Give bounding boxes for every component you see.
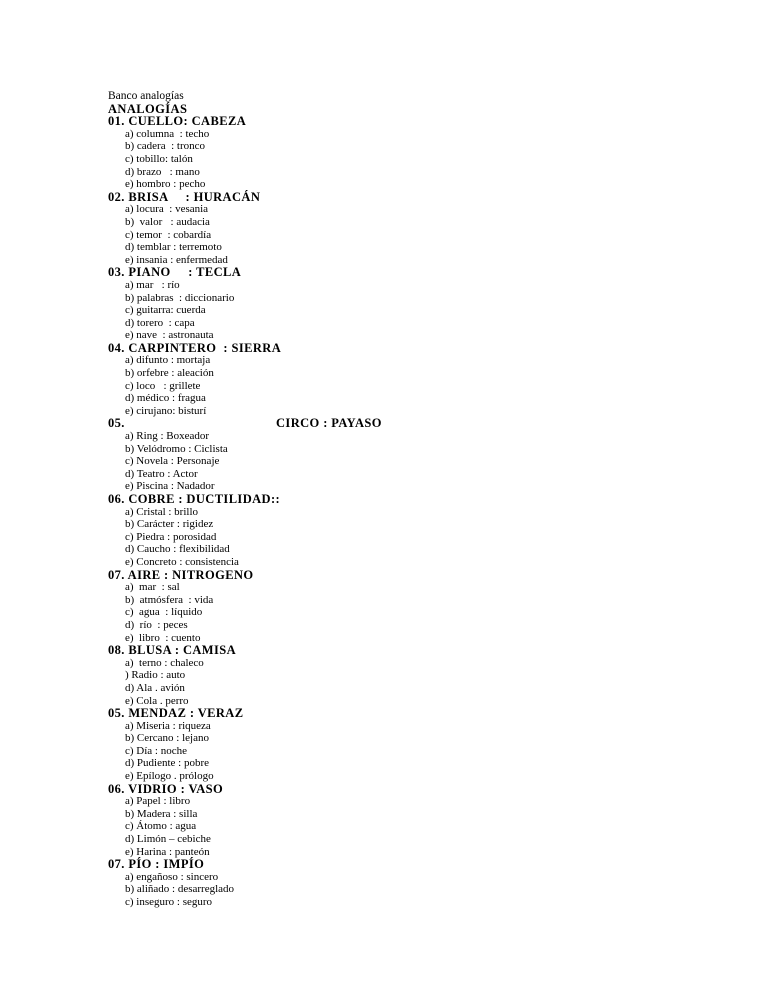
question-number-and-pair: 03. PIANO : TECLA xyxy=(108,265,242,280)
answer-option: a) Miseria : riqueza xyxy=(125,719,211,732)
question-list xyxy=(108,115,728,908)
answer-option: c) Día : noche xyxy=(125,744,187,757)
answer-option: d) Teatro : Actor xyxy=(125,467,198,480)
answer-option: e) Piscina : Nadador xyxy=(125,480,215,493)
question-heading xyxy=(108,191,728,204)
question-heading xyxy=(108,266,728,279)
answer-option: b) aliñado : desarreglado xyxy=(125,883,235,896)
question-block xyxy=(108,266,728,342)
answer-option: a) mar : sal xyxy=(125,581,180,594)
answer-option: a) columna : techo xyxy=(125,127,210,140)
question-heading xyxy=(108,707,728,720)
question-heading xyxy=(108,115,728,128)
answer-option: c) inseguro : seguro xyxy=(125,896,213,908)
answer-option: b) Madera : silla xyxy=(125,807,198,820)
question-number-and-pair: 07. AIRE : NITROGENO xyxy=(108,567,254,582)
answer-option: c) guitarra: cuerda xyxy=(125,304,206,317)
answer-option: e) Epílogo . prólogo xyxy=(125,770,214,783)
question-number-and-pair: 08. BLUSA : CAMISA xyxy=(108,643,237,658)
answer-option: c) loco : grillete xyxy=(125,379,201,392)
question-heading xyxy=(108,783,728,796)
answer-option: d) temblar : terremoto xyxy=(125,241,222,254)
answer-option: a) terno : chaleco xyxy=(125,656,204,669)
question-block xyxy=(108,115,728,191)
answer-option: b) cadera : tronco xyxy=(125,140,206,153)
question-block xyxy=(108,342,728,418)
answer-option: b) Cercano : lejano xyxy=(125,732,209,745)
question-number-and-pair: 07. PÍO : IMPÍO xyxy=(108,857,205,872)
answer-option: a) Papel : libro xyxy=(125,795,191,808)
answer-option: b) palabras : diccionario xyxy=(125,291,235,304)
section-heading: ANALOGÍAS xyxy=(108,101,188,116)
answer-option: c) Novela : Personaje xyxy=(125,455,220,468)
question-block xyxy=(108,858,728,908)
question-number-and-pair: 05. MENDAZ : VERAZ xyxy=(108,706,244,721)
answer-option: e) cirujano: bisturí xyxy=(125,404,207,417)
question-number-and-pair: 06. VIDRIO : VASO xyxy=(108,781,224,796)
answer-option: ) Radio : auto xyxy=(125,669,186,682)
answer-option: b) Velódromo : Ciclista xyxy=(125,442,228,455)
answer-option: d) Limón – cebiche xyxy=(125,833,211,846)
question-heading xyxy=(108,342,728,355)
document-body xyxy=(108,90,728,909)
question-number-and-pair: 01. CUELLO: CABEZA xyxy=(108,114,247,129)
answer-option: a) mar : río xyxy=(125,278,180,291)
answer-option: e) nave : astronauta xyxy=(125,329,214,342)
question-number-and-pair: 05. xyxy=(108,416,125,431)
answer-option: a) Cristal : brillo xyxy=(125,505,199,518)
question-block xyxy=(108,707,728,783)
answer-option: c) tobillo: talón xyxy=(125,152,193,165)
answer-option: d) torero : capa xyxy=(125,316,195,329)
answer-option: e) Harina : panteón xyxy=(125,845,210,858)
answer-option: d) brazo : mano xyxy=(125,165,200,178)
question-block xyxy=(108,569,728,645)
answer-option: a) engañoso : sincero xyxy=(125,870,219,883)
answer-option: e) hombro : pecho xyxy=(125,178,206,191)
answer-option: e) Concreto : consistencia xyxy=(125,555,239,568)
question-heading xyxy=(108,569,728,582)
answer-option: e) libro : cuento xyxy=(125,631,201,644)
answer-option: b) valor : audacia xyxy=(125,215,210,228)
question-heading xyxy=(108,417,728,430)
question-pair: CIRCO : PAYASO xyxy=(276,416,382,431)
question-block xyxy=(108,493,728,569)
answer-option: b) atmósfera : vida xyxy=(125,593,214,606)
answer-option: c) temor : cobardía xyxy=(125,228,212,241)
answer-option: b) Carácter : rigidez xyxy=(125,518,214,531)
answer-option: d) Ala . avión xyxy=(125,681,185,694)
answer-option: d) médico : fragua xyxy=(125,392,206,405)
question-number-and-pair: 02. BRISA : HURACÁN xyxy=(108,189,261,204)
answer-option: c) Piedra : porosidad xyxy=(125,530,217,543)
question-number-and-pair: 04. CARPINTERO : SIERRA xyxy=(108,340,282,355)
answer-option: d) Caucho : flexibilidad xyxy=(125,543,230,556)
answer-option: c) Átomo : agua xyxy=(125,820,197,833)
question-block xyxy=(108,783,728,859)
answer-option: d) río : peces xyxy=(125,618,188,631)
answer-option: e) Cola . perro xyxy=(125,694,189,707)
answer-option: a) difunto : mortaja xyxy=(125,354,211,367)
document-title: Banco analogías xyxy=(108,90,184,102)
answer-option: c) agua : líquido xyxy=(125,606,203,619)
question-heading xyxy=(108,858,728,871)
question-heading xyxy=(108,493,728,506)
answer-option: b) orfebre : aleación xyxy=(125,367,214,380)
question-block xyxy=(108,191,728,267)
answer-option: a) locura : vesania xyxy=(125,203,209,216)
question-block xyxy=(108,417,728,493)
answer-option: d) Pudiente : pobre xyxy=(125,757,210,770)
answer-option: e) insania : enfermedad xyxy=(125,253,228,266)
answer-option: a) Ring : Boxeador xyxy=(125,430,210,443)
question-heading xyxy=(108,644,728,657)
question-block xyxy=(108,644,728,707)
question-number-and-pair: 06. COBRE : DUCTILIDAD:: xyxy=(108,492,281,506)
